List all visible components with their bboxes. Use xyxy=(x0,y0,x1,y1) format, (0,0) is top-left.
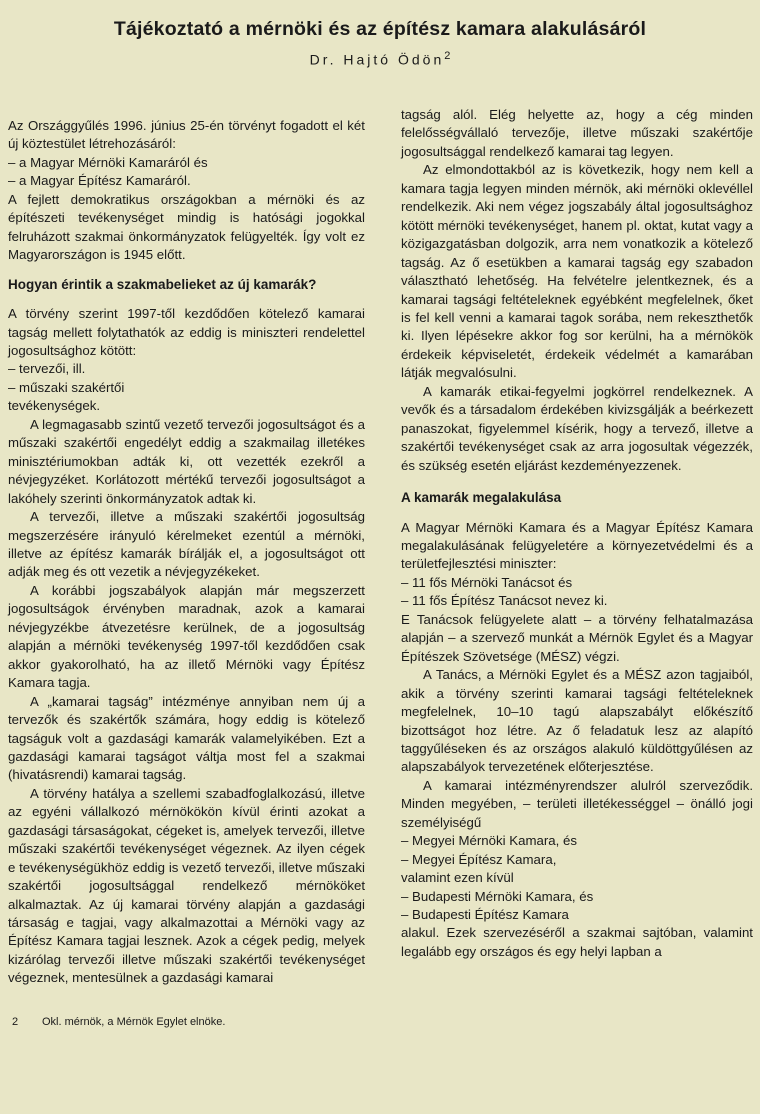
right-column xyxy=(401,106,753,961)
left-column xyxy=(8,117,365,988)
list-item: – a Magyar Mérnöki Kamaráról és xyxy=(8,154,208,170)
list-item: – 11 fős Mérnöki Tanácsot és xyxy=(401,574,573,590)
paragraph: A kamarák etikai-fegyelmi jogkörrel rendelkeznek. A vevők és a társadalom érdekében kivizsgálják a beérkezett panaszokat, figyelemmel kísérik, hogy a tervező, illetve a szakértői tevékenységet csak az arra jogosultak végezzék, és szükség esetén eljárást kezdeményezzenek. xyxy=(401,383,753,473)
paragraph: tevékenységek. xyxy=(8,398,101,414)
footnote-mark: 2 xyxy=(444,50,451,62)
footnote-number: 2 xyxy=(12,1016,19,1028)
footnote-text: Okl. mérnök, a Mérnök Egylet elnöke. xyxy=(42,1016,226,1028)
list-item: – műszaki szakértői xyxy=(8,379,125,395)
list-item: – a Magyar Építész Kamaráról. xyxy=(8,173,191,189)
list-item: – Budapesti Mérnöki Kamara, és xyxy=(401,888,594,904)
paragraph: alakul. Ezek szervezéséről a szakmai sajtóban, valamint legalább egy országos és egy helyi lapban a xyxy=(401,925,753,959)
paragraph: E Tanácsok felügyelete alatt – a törvény felhatalmazása alapján – a szervező munkát a Mérnök Egylet és a Magyar Építészek Szövetsége (MÉSZ) végzi. xyxy=(401,611,753,664)
footnote xyxy=(12,1016,225,1028)
paragraph: A „kamarai tagság” intézménye annyiban nem új a tervezők és szakértők számára, hogy eddig is kötelező tagságuk volt a gazdasági kamarák valamelyikében. Ezt a gazdasági kamarai tagságot váltja most fel a szakmai (hivatásrendi) kamarai tagság. xyxy=(8,693,365,783)
paragraph: A kamarai intézményrendszer alulról szerveződik. Minden megyében, – területi illetékességgel – önálló jogi személyiségű xyxy=(401,777,753,830)
paragraph: A fejlett demokratikus országokban a mérnöki és az építészeti tevékenységet mindig is hatósági jogokkal felruházott szakmai önkormányzatok felügyelték. Így volt ez Magyarországon is 1945 előtt. xyxy=(8,191,365,263)
author-name: Dr. Hajtó Ödön xyxy=(309,51,445,68)
paragraph: A Magyar Mérnöki Kamara és a Magyar Építész Kamara megalakulásának felügyeletére a környezetvédelmi és a területfejlesztési miniszter: xyxy=(401,519,753,572)
list-item: – Megyei Építész Kamara, xyxy=(401,851,557,867)
list-item: – 11 fős Építész Tanácsot nevez ki. xyxy=(401,593,608,609)
paragraph: Az elmondottakból az is következik, hogy nem kell a kamara tagja legyen minden mérnök, aki mérnöki oklevéllel rendelkezik. Aki nem végez jogszabály által jogosultsághoz kötött mérnöki tevékenységet, hanem pl. oktat, kutat vagy a közigazgatásban dolgozik, arra nem vonatkozik a kötelező tagság. Az ő esetükben a kamarai tagság egy szabadon választható lehetőség. Ha felvételre jelentkeznek, és a kamarai tagsági feltételeknek egyébként megfelelnek, őket is fel kell venni a kamarai tagok sorába, nem rekeszthetők ki. Ilyen lépésekre akkor fog sor kerülni, ha a mérnökök érdekeik képviseletét, érdekeik védelmét a kamarában látják megvalósulni. xyxy=(401,162,753,381)
paragraph: A törvény hatálya a szellemi szabadfoglalkozású, illetve az egyéni vállalkozó mérnökökön kívül érinti azokat a gazdasági társaságokat, cégeket is, amelyek tervezői, illetve műszaki szakértői tevékenységet végeznek. Az ilyen cégek e tevékenységükhöz eddig is vezető tervezői, illetve műszaki szakértői jogosultsággal rendelkező mérnököket alkalmaztak. Az új kamarai törvény alapján a gazdasági társaság e tagjai, vagy alkalmazottai a Mérnöki vagy az Építész Kamara tagjai lesznek. Azok a cégek pedig, melyek kizárólag tervezői illetve műszaki szakértői tevékenységet végeznek, mentesülnek a gazdasági kamarai xyxy=(8,785,365,986)
paragraph: A legmagasabb szintű vezető tervezői jogosultságot és a műszaki szakértői engedélyt eddig a szakmailag illetékes minisztériumokban adták ki, ott vezették ezekről a névjegyzéket. Korlátozott mértékű tervezői jogosultságot a lakóhely szerinti önkormányzatok adtak ki. xyxy=(8,416,365,506)
list-item: – tervezői, ill. xyxy=(8,361,86,377)
paragraph: Az Országgyűlés 1996. június 25-én törvényt fogadott el két új köztestület létrehozásáról: xyxy=(8,118,365,152)
section-heading: Hogyan érintik a szakmabelieket az új kamarák? xyxy=(8,276,317,292)
list-item: – Megyei Mérnöki Kamara, és xyxy=(401,833,578,849)
author-line xyxy=(0,50,760,68)
list-item: – Budapesti Építész Kamara xyxy=(401,907,569,923)
paragraph: A korábbi jogszabályok alapján már megszerzett jogosultságok érvényben maradnak, azok a kamarai névjegyzékbe átvezetésre kerülnek, de a jogosultság alapján a mérnöki tevékenység 1997-től kezdődően csak akkor gyakorolható, ha az illető Mérnöki vagy Építész Kamara tagja. xyxy=(8,582,365,691)
paragraph: A Tanács, a Mérnöki Egylet és a MÉSZ azon tagjaiból, akik a törvény szerinti kamarai tagsági feltételeknek megfelelnek, 10–10 tagú alapszabályt előkészítő bizottságot hoz létre. Az ő feladatuk lesz az alapító taggyűléseken és az országos alakuló küldöttgyűlésen az alapszabályok tervezetének előterjesztése. xyxy=(401,667,753,775)
section-heading: A kamarák megalakulása xyxy=(401,490,562,506)
document-title: Tájékoztató a mérnöki és az építész kamara alakulásáról xyxy=(113,18,647,40)
paragraph: tagság alól. Elég helyette az, hogy a cég minden felelősségvállaló tervezője, illetve műszaki szakértője jogosultsággal rendelkező kamarai tag legyen. xyxy=(401,107,753,159)
paragraph: A törvény szerint 1997-től kezdődően kötelező kamarai tagság mellett folytathatók az eddig is miniszteri rendelettel jogosultsághoz kötött: xyxy=(8,306,365,358)
paragraph: valamint ezen kívül xyxy=(401,870,514,886)
paragraph: A tervezői, illetve a műszaki szakértői jogosultság megszerzésére irányuló kérelmeket ezentúl a mérnöki, illetve az építész kamarák bírálják el, a jogosultságot ott adják meg és ott vezetik a névjegyzékeket. xyxy=(8,509,365,580)
